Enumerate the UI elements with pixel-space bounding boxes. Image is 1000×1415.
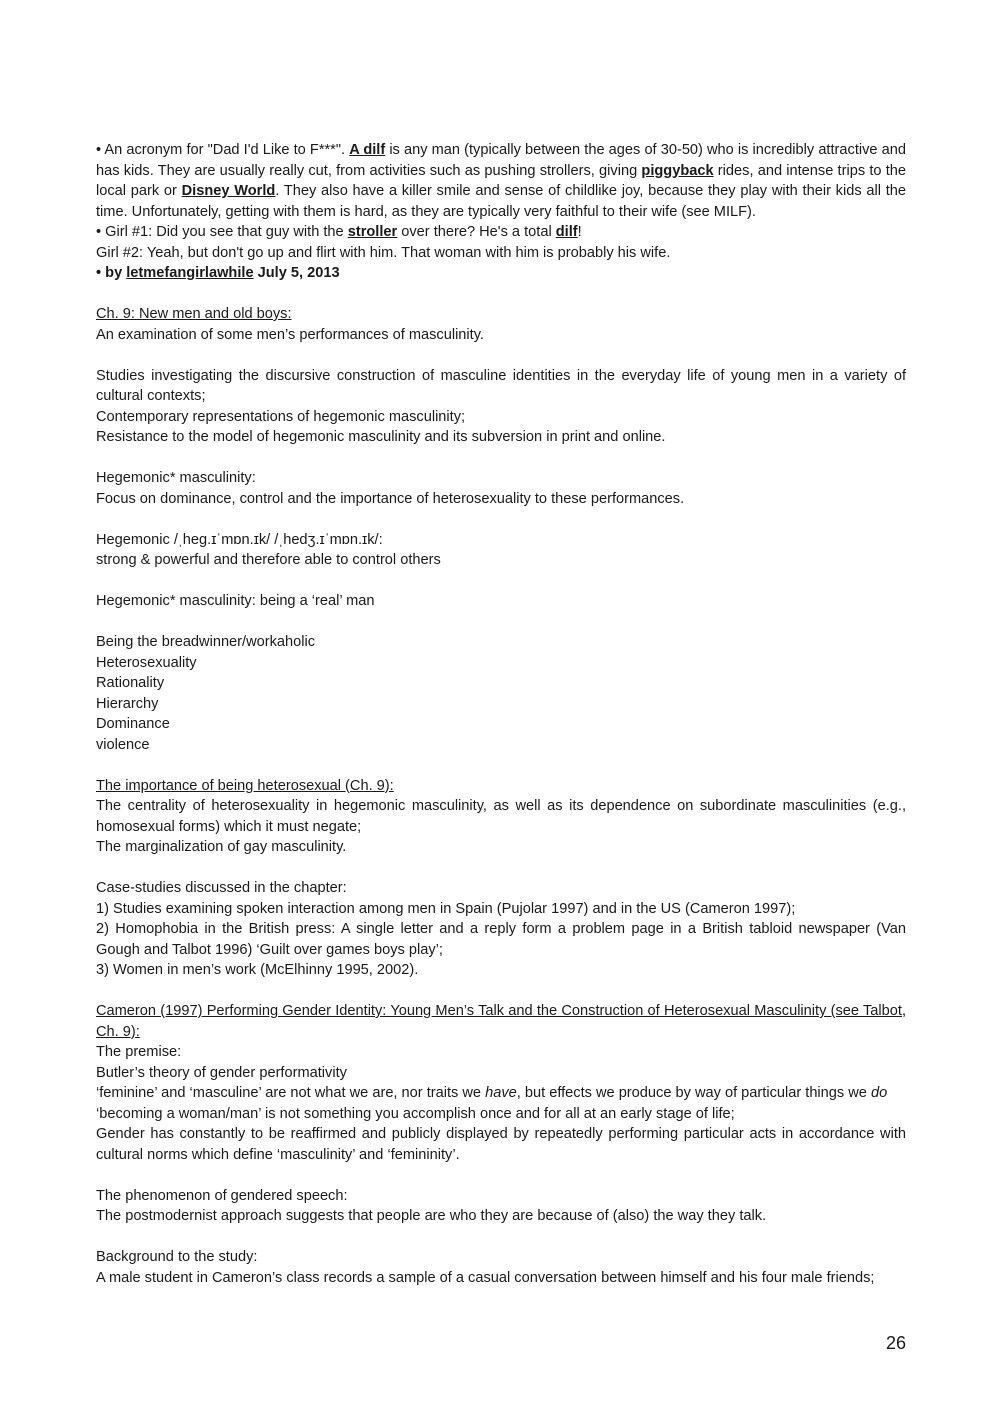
dilf-definition bbox=[96, 140, 906, 222]
phenomenon-heading: The phenomenon of gendered speech: bbox=[96, 1187, 348, 1204]
real-man-heading: Hegemonic* masculinity: being a ‘real’ man bbox=[96, 593, 375, 609]
postmodernist-line: The postmodernist approach suggests that people are who they are because of (also) the way they talk. bbox=[96, 1208, 767, 1224]
definition-text: . They also have a killer smile and sense of childlike joy, because they play with their kids all the time. Unfortunately, getting with them is hard, as they are typically very faithful to their wife (see MILF). bbox=[96, 183, 907, 220]
background-heading: Background to the study: bbox=[96, 1249, 258, 1265]
example-text: ! bbox=[577, 224, 582, 240]
page-number: 26 bbox=[885, 1333, 906, 1353]
importance-centrality: The centrality of heterosexuality in hegemonic masculinity, as well as its dependence on subordinate masculinities (e.g., homosexual forms) which it must negate; bbox=[96, 798, 906, 835]
ch9-heading: Ch. 9: New men and old boys: bbox=[96, 306, 292, 322]
case-item: 3) Women in men’s work (McElhinny 1995, 2002). bbox=[96, 962, 419, 978]
trait-item: Hierarchy bbox=[96, 695, 159, 712]
piggyback-link[interactable]: piggyback bbox=[641, 162, 714, 179]
dilf-link[interactable]: dilf bbox=[555, 224, 578, 240]
trait-item: violence bbox=[96, 736, 150, 753]
stroller-link[interactable]: stroller bbox=[347, 224, 398, 240]
cases-heading: Case-studies discussed in the chapter: bbox=[96, 880, 347, 896]
ch9-point: Studies investigating the discursive construction of masculine identities in the everyday life of young men in a variety of cultural contexts; bbox=[96, 367, 906, 404]
definition-text: rides, and intense trips to the local park or bbox=[96, 162, 906, 199]
importance-heading: The importance of being heterosexual (Ch. 9): bbox=[96, 777, 394, 794]
cameron-heading: Cameron (1997) Performing Gender Identity: Young Men’s Talk and the Construction of Heterosexual Masculinity (see Talbot, Ch. 9): bbox=[96, 1003, 906, 1040]
definition-text: is any man (typically between the ages of 30-50) who is incredibly attractive and has kids. They are usually really cut, from activities such as pushing strollers, giving bbox=[96, 142, 906, 179]
trait-item: Dominance bbox=[96, 716, 170, 732]
body-text: , but effects we produce by way of particular things we bbox=[516, 1085, 871, 1101]
feminine-masculine bbox=[96, 1083, 906, 1104]
case-item: 1) Studies examining spoken interaction among men in Spain (Pujolar 1997) and in the US (Cameron 1997); bbox=[96, 900, 796, 917]
italic-do: do bbox=[870, 1085, 888, 1101]
author-link[interactable]: letmefangirlawhile bbox=[126, 265, 254, 281]
hegemonic-heading: Hegemonic* masculinity: bbox=[96, 470, 256, 486]
example-text: over there? He's a total bbox=[397, 224, 556, 240]
disney-world-link[interactable]: Disney World bbox=[181, 183, 276, 199]
byline-prefix: • by bbox=[96, 265, 127, 281]
hegemonic-definition: strong & powerful and therefore able to control others bbox=[96, 552, 441, 568]
trait-item: Heterosexuality bbox=[96, 654, 197, 671]
trait-item: Being the breadwinner/workaholic bbox=[96, 634, 316, 650]
ch9-point: Contemporary representations of hegemonic masculinity; bbox=[96, 408, 466, 425]
student-line: A male student in Cameron’s class records a sample of a casual conversation between himself and his four male friends; bbox=[96, 1269, 875, 1286]
example-text: • Girl #1: Did you see that guy with the bbox=[96, 224, 348, 240]
ch9-subtitle: An examination of some men’s performances of masculinity. bbox=[96, 326, 484, 343]
hegemonic-focus: Focus on dominance, control and the importance of heterosexuality to these performances. bbox=[96, 490, 685, 507]
trait-item: Rationality bbox=[96, 675, 165, 691]
document-page bbox=[96, 140, 906, 1288]
byline bbox=[96, 263, 906, 284]
example-line-2: Girl #2: Yeah, but don't go up and flirt with him. That woman with him is probably his wife. bbox=[96, 244, 671, 261]
italic-have: have bbox=[485, 1085, 517, 1101]
importance-marginalization: The marginalization of gay masculinity. bbox=[96, 839, 347, 855]
becoming-line: ‘becoming a woman/man’ is not something you accomplish once and for all at an early stage of life; bbox=[96, 1105, 735, 1122]
example-line-1 bbox=[96, 222, 906, 243]
butler-theory: Butler’s theory of gender performativity bbox=[96, 1064, 347, 1081]
premise-label: The premise: bbox=[96, 1044, 182, 1060]
case-item: 2) Homophobia in the British press: A single letter and a reply form a problem page in a British tabloid newspaper (Van Gough and Talbot 1996) ‘Guilt over games boys play’; bbox=[96, 921, 906, 958]
ch9-point: Resistance to the model of hegemonic masculinity and its subversion in print and online. bbox=[96, 429, 666, 445]
byline-date: July 5, 2013 bbox=[253, 265, 340, 281]
body-text: ‘feminine’ and ‘masculine’ are not what we are, nor traits we bbox=[96, 1085, 486, 1101]
reaffirmed-line: Gender has constantly to be reaffirmed and publicly displayed by repeatedly performing particular acts in accordance with cultural norms which define ‘masculinity’ and ‘femininity’. bbox=[96, 1126, 906, 1163]
hegemonic-pronunciation: Hegemonic /ˌheg.ɪˈmɒn.ɪk/ /ˌhedʒ.ɪˈmɒn.ɪk/: bbox=[96, 531, 383, 548]
term-link[interactable]: A dilf bbox=[349, 142, 386, 158]
definition-text: • An acronym for "Dad I'd Like to F***". bbox=[96, 142, 350, 158]
